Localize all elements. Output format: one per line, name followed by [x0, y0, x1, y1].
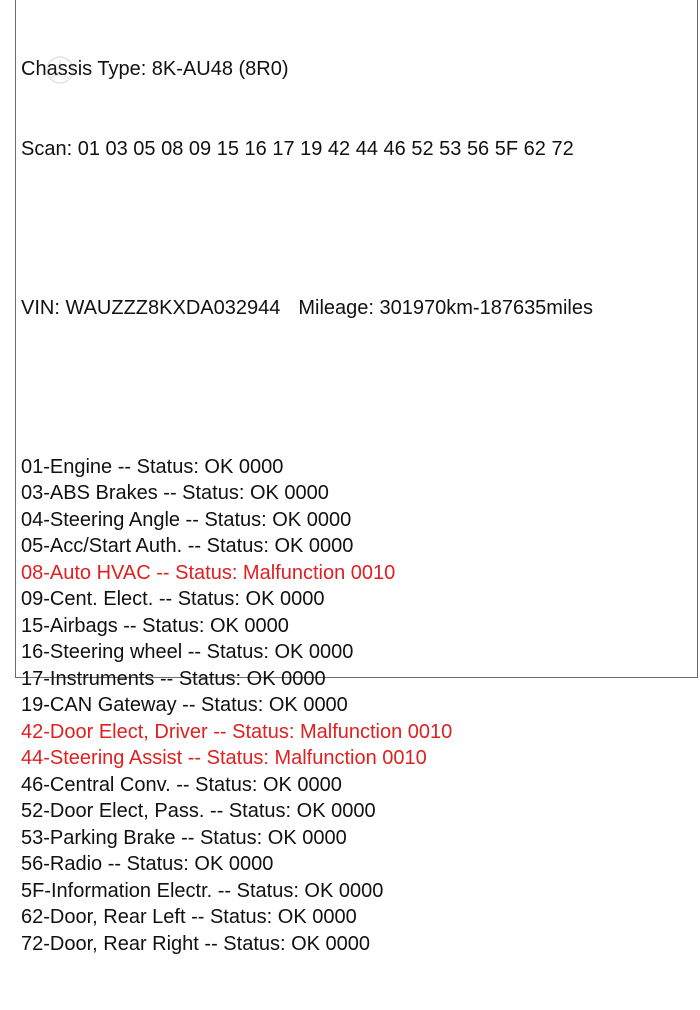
module-status-line: 44-Steering Assist -- Status: Malfunction 0010	[21, 747, 427, 769]
mileage-text: Mileage: 301970km-187635miles	[298, 296, 593, 319]
module-status-line: 5F-Information Electr. -- Status: OK 0000	[21, 879, 384, 902]
module-status-line: 17-Instruments -- Status: OK 0000	[21, 667, 326, 690]
module-status-line: 01-Engine -- Status: OK 0000	[21, 455, 284, 478]
module-status-line: 09-Cent. Elect. -- Status: OK 0000	[21, 588, 325, 610]
module-status-list	[21, 454, 593, 958]
module-status-line: 53-Parking Brake -- Status: OK 0000	[21, 826, 347, 849]
module-status-line: 05-Acc/Start Auth. -- Status: OK 0000	[21, 535, 354, 557]
three-pointed-star-watermark-icon	[0, 52, 80, 92]
module-status-line: 42-Door Elect, Driver -- Status: Malfunction 0010	[21, 720, 453, 743]
module-status-line: 72-Door, Rear Right -- Status: OK 0000	[21, 932, 371, 955]
scan-line: Scan: 01 03 05 08 09 15 16 17 19 42 44 46 52 53 56 5F 62 72	[21, 137, 574, 160]
module-status-line: 04-Steering Angle -- Status: OK 0000	[21, 508, 352, 531]
module-status-line: 56-Radio -- Status: OK 0000	[21, 853, 274, 875]
blank-line	[21, 215, 593, 242]
module-status-line: 46-Central Conv. -- Status: OK 0000	[21, 773, 342, 796]
vin-text: VIN: WAUZZZ8KXDA032944	[21, 296, 281, 319]
blank-line	[21, 374, 593, 401]
vin-mileage-line	[21, 295, 593, 322]
module-status-line: 16-Steering wheel -- Status: OK 0000	[21, 641, 354, 663]
module-status-line: 19-CAN Gateway -- Status: OK 0000	[21, 694, 348, 716]
module-status-line: 03-ABS Brakes -- Status: OK 0000	[21, 482, 329, 504]
scan-report-panel	[15, 0, 698, 955]
chassis-type-line: Chassis Type: 8K-AU48 (8R0)	[21, 58, 289, 80]
module-status-line: 08-Auto HVAC -- Status: Malfunction 0010	[21, 561, 396, 584]
module-status-line: 52-Door Elect, Pass. -- Status: OK 0000	[21, 800, 376, 822]
module-status-line: 62-Door, Rear Left -- Status: OK 0000	[21, 906, 357, 928]
module-status-line: 15-Airbags -- Status: OK 0000	[21, 614, 289, 637]
scan-report-text	[21, 3, 593, 1010]
